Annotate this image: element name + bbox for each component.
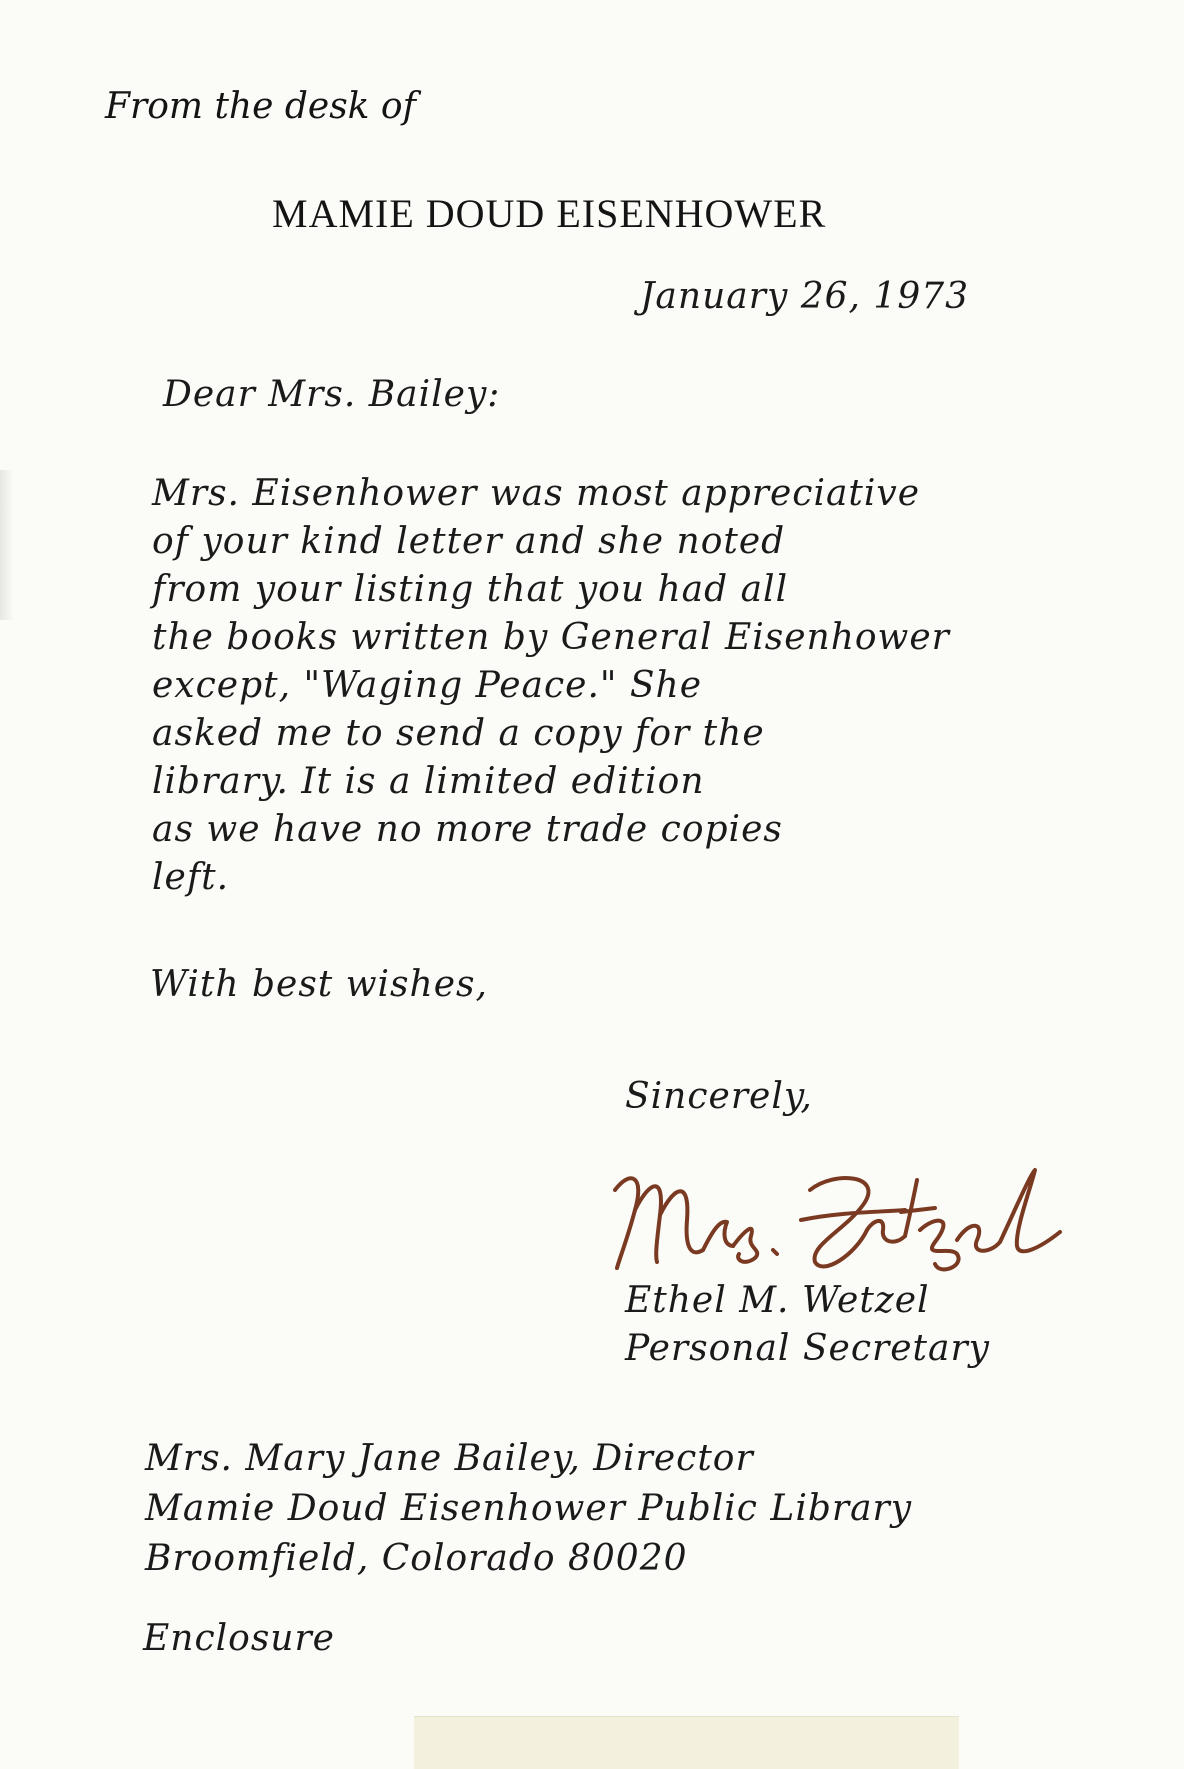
body-line: as we have no more trade copies [152, 809, 783, 850]
signer-name: Ethel M. Wetzel [625, 1280, 930, 1321]
address-line: Broomfield, Colorado 80020 [145, 1538, 688, 1579]
letter-body [152, 470, 950, 902]
letter-date: January 26, 1973 [640, 276, 970, 317]
handwritten-signature [605, 1150, 1075, 1280]
signoff: Sincerely, [625, 1076, 813, 1117]
body-line: from your listing that you had all [152, 569, 789, 610]
letterhead-intro: From the desk of [105, 86, 416, 127]
paper-edge-mark [0, 470, 14, 620]
enclosure-note: Enclosure [143, 1618, 335, 1659]
tape-strip [414, 1716, 959, 1769]
body-line: the books written by General Eisenhower [152, 617, 950, 658]
address-line: Mamie Doud Eisenhower Public Library [145, 1488, 913, 1529]
signer-title: Personal Secretary [625, 1328, 990, 1369]
letterhead-name: MAMIE DOUD EISENHOWER [272, 191, 827, 236]
body-line: Mrs. Eisenhower was most appreciative [152, 473, 921, 514]
salutation: Dear Mrs. Bailey: [163, 374, 501, 415]
body-line: of your kind letter and she noted [152, 521, 786, 562]
closing: With best wishes, [150, 964, 488, 1005]
body-line: asked me to send a copy for the [152, 713, 765, 754]
body-line: library. It is a limited edition [152, 761, 705, 802]
recipient-address [145, 1434, 912, 1584]
address-line: Mrs. Mary Jane Bailey, Director [145, 1438, 754, 1479]
body-line: left. [152, 857, 230, 898]
body-line: except, "Waging Peace." She [152, 665, 703, 706]
